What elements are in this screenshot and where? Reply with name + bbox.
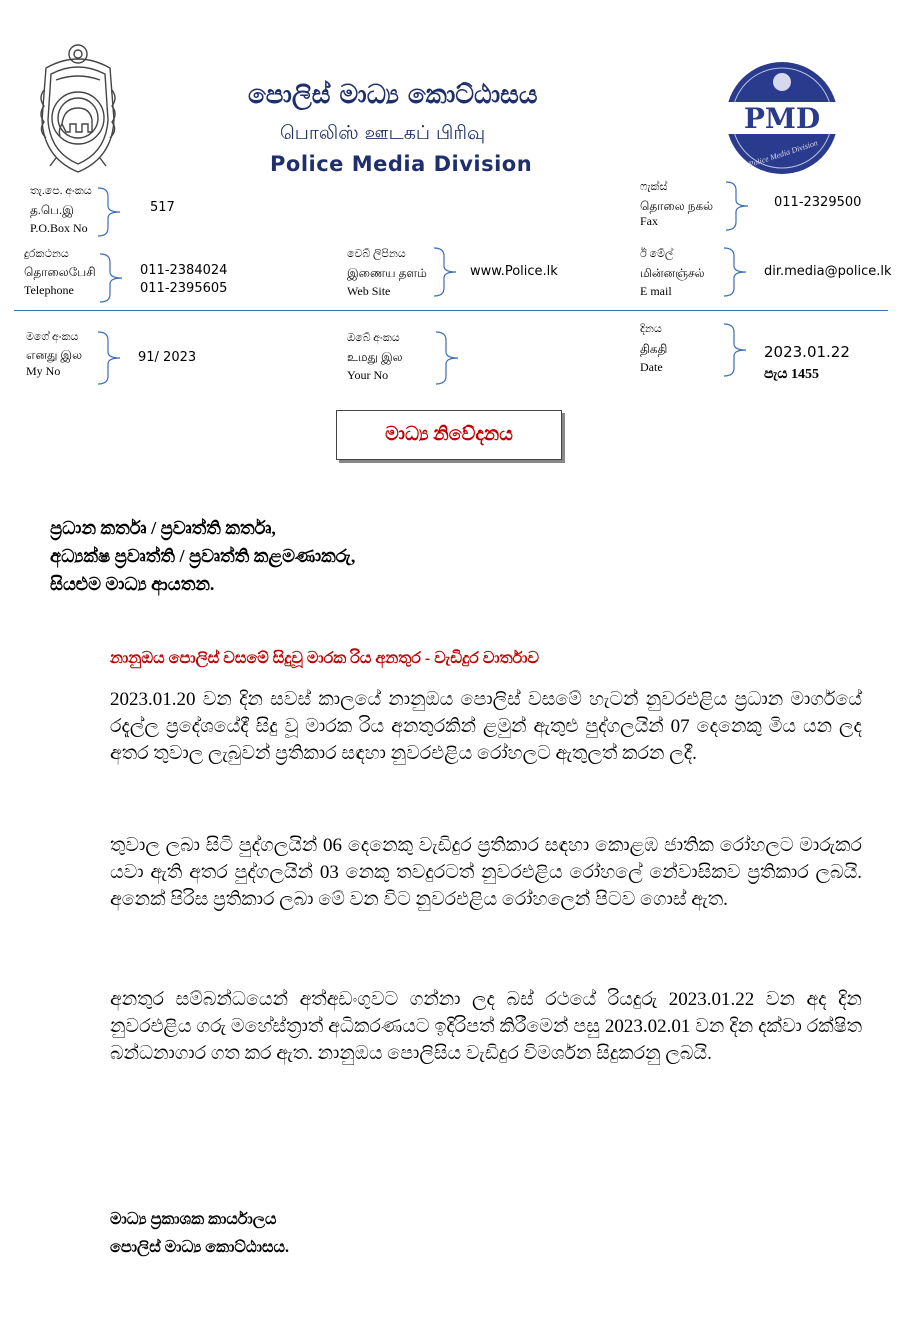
- telephone-brace: [98, 252, 128, 304]
- telephone-value-1: 011-2384024: [140, 263, 228, 278]
- email-link[interactable]: dir.media@police.lk: [764, 264, 892, 279]
- fax-label-si: ෆැක්ස්: [640, 181, 668, 193]
- recipient-line: අධ්‍යක්ෂ ප්‍රවෘත්ති / ප්‍රවෘත්ති කළමණාකරු,: [50, 546, 356, 566]
- email-brace: [722, 246, 752, 298]
- signature-block: [110, 1206, 289, 1262]
- pmd-logo-text: PMD: [743, 102, 821, 135]
- my-no-label-en: My No: [26, 364, 61, 378]
- recipients-block: [50, 514, 355, 598]
- header-divider: [14, 310, 888, 311]
- body-paragraph-1: 2023.01.20 වන දින සවස් කාලයේ නානුඔය පොලිස් වසමේ හැටන් නුවරඑළිය ප්‍රධාන මාර්ගයේ රදැල්ල ප්‍රදේශයේදී සිදු වූ මාරක රිය අනතුරකින් ළමුන් ඇතුළු පුද්ගලයින් 07 දෙනෙකු මිය යන ලද අතර තුවාල ලැබුවන් ප්‍රතිකාර සඳහා නුවරඑළිය රෝහලට ඇතුලත් කරන ලදී.: [110, 689, 862, 764]
- subject-line: නානුඔය පොලිස් වසමේ සිදුවූ මාරක රිය අනතුර - වැඩිදුර වාර්තාව: [110, 650, 540, 667]
- email-label-ta: மின்னஞ்சல்: [640, 266, 705, 280]
- email-label-si: ඊ මේල්: [640, 248, 674, 260]
- signature-line: මාධ්‍ය ප්‍රකාශක කාර්යාලය: [110, 1211, 277, 1228]
- my-no-label-si: මගේ අංකය: [26, 331, 79, 343]
- header-title-tamil: பொலிஸ் ஊடகப் பிரிவு: [280, 122, 486, 144]
- fax-value: 011-2329500: [774, 195, 862, 210]
- po-box-label-ta: த.பெ.இ: [30, 203, 74, 217]
- website-label-en: Web Site: [347, 284, 391, 298]
- your-no-label-en: Your No: [347, 368, 389, 382]
- website-label-si: වෙබ් ලිපිනය: [347, 248, 406, 260]
- po-box-brace: [96, 186, 126, 238]
- website-link[interactable]: www.Police.lk: [470, 264, 558, 279]
- date-label-en: Date: [640, 360, 663, 374]
- website-label-ta: இணைய தளம்: [347, 266, 427, 280]
- your-no-label-ta: உமது இல: [347, 350, 403, 364]
- date-label-ta: திகதி: [640, 342, 668, 356]
- telephone-label-en: Telephone: [24, 283, 74, 297]
- telephone-label-si: දුරකථනය: [24, 248, 69, 260]
- date-brace: [722, 322, 752, 378]
- my-no-label-ta: எனது இல: [26, 348, 83, 362]
- pmd-logo: [724, 60, 840, 176]
- telephone-label-ta: தொலைபேசி: [24, 265, 96, 279]
- my-no-value: 91/ 2023: [138, 350, 197, 365]
- body-paragraph-2: තුවාල ලබා සිටි පුද්ගලයින් 06 දෙනෙකු වැඩිදුර ප්‍රතිකාර සඳහා කොළඹ ජාතික රෝහලට මාරුකර යවා ඇති අතර පුද්ගලයින් 03 නෙකු තවදුරටත් නුවරඑළිය රෝහලේ නේවාසිකව ප්‍රතිකාර ලබයි. අනෙක් පිරිස ප්‍රතිකාර ලබා මේ වන විට නුවරඑළිය රෝහලෙන් පිටව ගොස් ඇත.: [110, 835, 862, 910]
- your-no-brace: [434, 330, 464, 386]
- fax-label-en: Fax: [640, 214, 658, 228]
- notice-title-box: [336, 410, 562, 460]
- signature-line: පොලිස් මාධ්‍ය කොට්ඨාසය.: [110, 1239, 290, 1256]
- fax-brace: [724, 180, 754, 232]
- po-box-label-si: තැ.පෙ. අංකය: [30, 185, 92, 197]
- recipient-line: ප්‍රධාන කර්තෘ / ප්‍රවෘත්ති කර්තෘ,: [50, 518, 276, 538]
- po-box-value: 517: [150, 200, 175, 215]
- telephone-value-2: 011-2395605: [140, 281, 228, 296]
- email-label-en: E mail: [640, 284, 672, 298]
- time-value: පැය 1455: [764, 367, 819, 382]
- pmd-logo-caption: Police Media Division: [747, 138, 819, 170]
- header-title-english: Police Media Division: [270, 152, 533, 176]
- police-emblem-logo: [26, 40, 130, 178]
- my-no-brace: [96, 330, 126, 386]
- body-paragraph-3: අනතුර සම්බන්ධයෙන් අත්අඩංගුවට ගන්නා ලද බස් රථයේ රියදුරු 2023.01.22 වන අද දින නුවරඑළිය ගරු මහේස්ත්‍රාත් අධිකරණයට ඉදිරිපත් කිරීමෙන් පසු 2023.02.01 වන දින දක්වා රක්ෂිත බන්ධනාගාර ගත කර ඇත. නානුඔය පොලිසිය වැඩිදුර විමර්ශන සිදුකරනු ලබයි.: [110, 989, 862, 1064]
- date-value: 2023.01.22: [764, 343, 850, 361]
- notice-title: මාධ්‍ය නිවේදනය: [385, 424, 513, 445]
- your-no-label-si: ඔබේ අංකය: [347, 332, 400, 344]
- date-label-si: දිනය: [640, 323, 662, 335]
- website-brace: [432, 246, 462, 298]
- po-box-label-en: P.O.Box No: [30, 221, 88, 235]
- fax-label-ta: தொலை நகல்: [640, 199, 714, 213]
- recipient-line: සියළුම මාධ්‍ය ආයතන.: [50, 574, 215, 594]
- header-title-sinhala: පොලිස් මාධ්‍ය කොට්ඨාසය: [248, 80, 538, 110]
